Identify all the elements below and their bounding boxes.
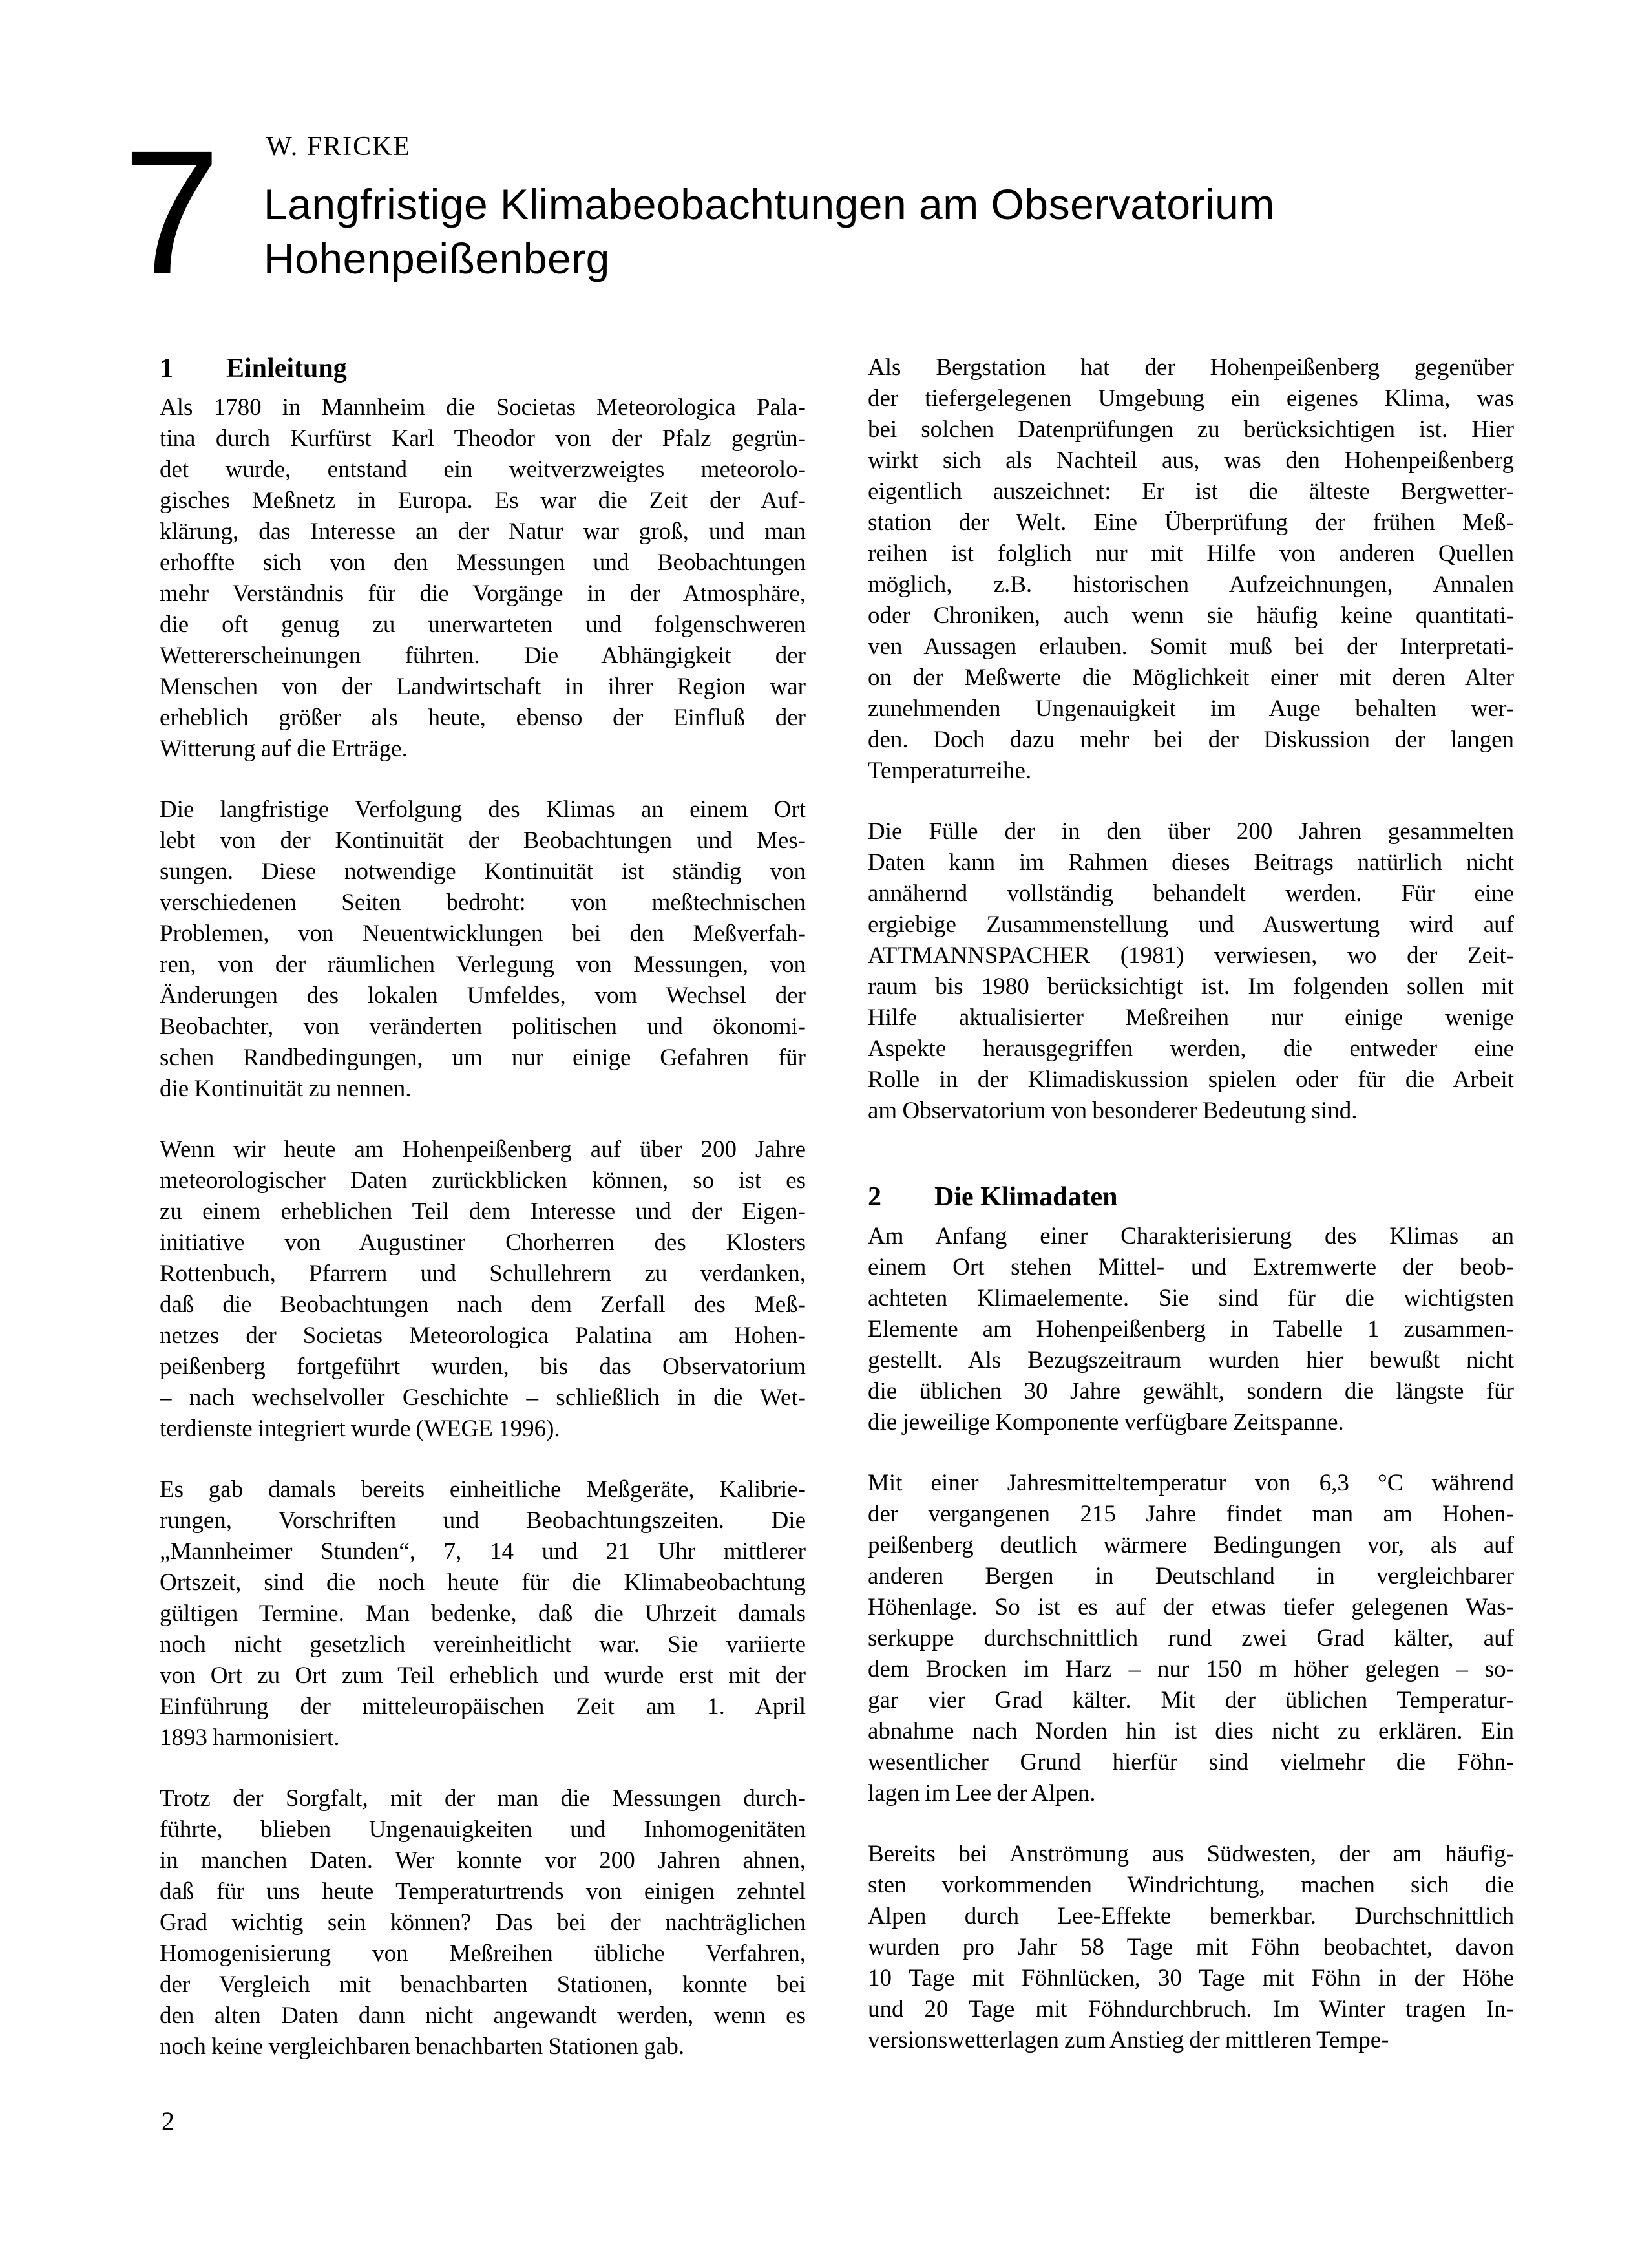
text-line: Wettererscheinungen führten. Die Abhängigkeit der xyxy=(160,642,806,669)
paragraph xyxy=(868,816,1514,1127)
text-line: serkuppe durchschnittlich rund zwei Grad kälter, auf xyxy=(868,1625,1514,1651)
text-line: det wurde, entstand ein weitverzweigtes meteorolo- xyxy=(160,456,806,483)
text-line: wesentlicher Grund hierfür sind vielmehr die Föhn- xyxy=(868,1749,1514,1775)
section-number: 2 xyxy=(868,1182,881,1212)
text-line: sungen. Diese notwendige Kontinuität ist ständig von xyxy=(160,858,806,885)
text-line: Witterung auf die Erträge. xyxy=(160,736,408,762)
section-label: Einleitung xyxy=(226,354,347,383)
text-line: – nach wechselvoller Geschichte – schließlich in die Wet- xyxy=(160,1384,806,1411)
text-line: Problemen, von Neuentwicklungen bei den Meßverfah- xyxy=(160,920,806,947)
text-line: bei solchen Datenprüfungen zu berücksichtigen ist. Hier xyxy=(868,416,1514,443)
text-line: meteorologischer Daten zurückblicken können, so ist es xyxy=(160,1167,806,1194)
text-line: Einführung der mitteleuropäischen Zeit am 1. April xyxy=(160,1693,806,1720)
text-line: Mit einer Jahresmitteltemperatur von 6,3 °C während xyxy=(868,1470,1514,1496)
text-line: den. Doch dazu mehr bei der Diskussion der langen xyxy=(868,726,1514,753)
text-line: 10 Tage mit Föhnlücken, 30 Tage mit Föhn in der Höhe xyxy=(868,1965,1514,1991)
text-line: Hilfe aktualisierter Meßreihen nur einige wenige xyxy=(868,1004,1514,1031)
section-heading xyxy=(160,352,806,385)
text-line: gültigen Termine. Man bedenke, daß die Uhrzeit damals xyxy=(160,1600,806,1627)
paragraph xyxy=(868,1221,1514,1438)
text-line: eigentlich auszeichnet: Er ist die älteste Bergwetter- xyxy=(868,478,1514,505)
text-line: Temperaturreihe. xyxy=(868,758,1032,784)
text-line: Die langfristige Verfolgung des Klimas an einem Ort xyxy=(160,796,806,823)
text-line: raum bis 1980 berücksichtigt ist. Im folgenden sollen mit xyxy=(868,973,1514,1000)
chapter-number: 7 xyxy=(123,114,221,310)
text-line: zu einem erheblichen Teil dem Interesse und der Eigen- xyxy=(160,1198,806,1225)
paragraph xyxy=(160,1474,806,1754)
text-line: Änderungen des lokalen Umfeldes, vom Wechsel der xyxy=(160,982,806,1009)
text-line: annähernd vollständig behandelt werden. Für eine xyxy=(868,880,1514,907)
text-line: gisches Meßnetz in Europa. Es war die Zeit der Auf- xyxy=(160,487,806,514)
text-line: tina durch Kurfürst Karl Theodor von der Pfalz gegrün- xyxy=(160,425,806,452)
text-line: Trotz der Sorgfalt, mit der man die Messungen durch- xyxy=(160,1785,806,1812)
text-line: peißenberg fortgeführt wurden, bis das Observatorium xyxy=(160,1353,806,1380)
text-line: peißenberg deutlich wärmere Bedingungen vor, als auf xyxy=(868,1532,1514,1558)
text-line: ren, von der räumlichen Verlegung von Messungen, von xyxy=(160,951,806,978)
text-line: gestellt. Als Bezugszeitraum wurden hier bewußt nicht xyxy=(868,1347,1514,1373)
text-line: achteten Klimaelemente. Sie sind für die wichtigsten xyxy=(868,1285,1514,1311)
text-line: verschiedenen Seiten bedroht: von meßtechnischen xyxy=(160,889,806,916)
text-line: Bereits bei Anströmung aus Südwesten, der am häufig- xyxy=(868,1841,1514,1867)
text-line: mehr Verständnis für die Vorgänge in der Atmosphäre, xyxy=(160,580,806,607)
text-line: Alpen durch Lee-Effekte bemerkbar. Durchschnittlich xyxy=(868,1903,1514,1929)
text-line: Homogenisierung von Meßreihen übliche Verfahren, xyxy=(160,1940,806,1967)
text-line: Elemente am Hohenpeißenberg in Tabelle 1 zusammen- xyxy=(868,1316,1514,1342)
paragraph xyxy=(868,1839,1514,2056)
text-line: netzes der Societas Meteorologica Palatina am Hohen- xyxy=(160,1322,806,1349)
text-line: der Vergleich mit benachbarten Stationen, konnte bei xyxy=(160,1971,806,1998)
text-line: die Kontinuität zu nennen. xyxy=(160,1076,412,1102)
text-line: einem Ort stehen Mittel- und Extremwerte der beob- xyxy=(868,1254,1514,1280)
text-line: führte, blieben Ungenauigkeiten und Inhomogenitäten xyxy=(160,1816,806,1843)
left-column xyxy=(160,352,806,2062)
text-line: die jeweilige Komponente verfügbare Zeitspanne. xyxy=(868,1409,1344,1436)
page-number: 2 xyxy=(162,2106,174,2136)
text-line: wirkt sich als Nachteil aus, was den Hohenpeißenberg xyxy=(868,447,1514,474)
text-line: Rolle in der Klimadiskussion spielen oder für die Arbeit xyxy=(868,1066,1514,1093)
text-line: lebt von der Kontinuität der Beobachtungen und Mes- xyxy=(160,827,806,854)
text-line: Die Fülle der in den über 200 Jahren gesammelten xyxy=(868,818,1514,845)
text-line: der vergangenen 215 Jahre findet man am Hohen- xyxy=(868,1501,1514,1527)
text-line: erhoffte sich von den Messungen und Beobachtungen xyxy=(160,549,806,576)
text-line: Menschen von der Landwirtschaft in ihrer Region war xyxy=(160,673,806,700)
text-line: die oft genug zu unerwarteten und folgenschweren xyxy=(160,611,806,638)
text-line: Grad wichtig sein können? Das bei der nachträglichen xyxy=(160,1909,806,1936)
text-line: gar vier Grad kälter. Mit der üblichen Temperatur- xyxy=(868,1687,1514,1713)
text-line: den alten Daten dann nicht angewandt werden, wenn es xyxy=(160,2002,806,2029)
text-line: Am Anfang einer Charakterisierung des Klimas an xyxy=(868,1223,1514,1249)
paragraph xyxy=(160,794,806,1105)
text-line: in manchen Daten. Wer konnte vor 200 Jahren ahnen, xyxy=(160,1847,806,1874)
text-line: Als 1780 in Mannheim die Societas Meteorologica Pala- xyxy=(160,394,806,421)
chapter-title xyxy=(264,177,1275,286)
paragraph xyxy=(160,1783,806,2062)
chapter-title-line-1: Langfristige Klimabeobachtungen am Observatorium xyxy=(264,180,1275,228)
text-line: ergiebige Zusammenstellung und Auswertung wird auf xyxy=(868,911,1514,938)
text-line: initiative von Augustiner Chorherren des Klosters xyxy=(160,1229,806,1256)
text-line: anderen Bergen in Deutschland in vergleichbarer xyxy=(868,1563,1514,1589)
text-line: noch nicht gesetzlich vereinheitlicht war. Sie variierte xyxy=(160,1631,806,1658)
text-line: am Observatorium von besonderer Bedeutung sind. xyxy=(868,1097,1358,1124)
text-line: erheblich größer als heute, ebenso der Einfluß der xyxy=(160,705,806,731)
text-line: reihen ist folglich nur mit Hilfe von anderen Quellen xyxy=(868,540,1514,567)
text-line: rungen, Vorschriften und Beobachtungszeiten. Die xyxy=(160,1507,806,1534)
text-line: noch keine vergleichbaren benachbarten Stationen gab. xyxy=(160,2033,685,2060)
text-line: von Ort zu Ort zum Teil erheblich und wurde erst mit der xyxy=(160,1662,806,1689)
section-label: Die Klimadaten xyxy=(934,1182,1118,1212)
text-line: schen Randbedingungen, um nur einige Gefahren für xyxy=(160,1044,806,1071)
text-columns xyxy=(160,352,1514,2062)
text-line: dem Brocken im Harz – nur 150 m höher gelegen – so- xyxy=(868,1656,1514,1682)
section-heading xyxy=(868,1181,1514,1213)
text-line: Daten kann im Rahmen dieses Beitrags natürlich nicht xyxy=(868,849,1514,876)
text-line: lagen im Lee der Alpen. xyxy=(868,1780,1096,1807)
text-line: Als Bergstation hat der Hohenpeißenberg gegenüber xyxy=(868,354,1514,381)
text-line: zunehmenden Ungenauigkeit im Auge behalten wer- xyxy=(868,695,1514,722)
text-line: 1893 harmonisiert. xyxy=(160,1724,340,1751)
text-line: versionswetterlagen zum Anstieg der mittleren Tempe- xyxy=(868,2027,1389,2053)
text-line: Ortszeit, sind die noch heute für die Klimabeobachtung xyxy=(160,1569,806,1596)
text-line: der tiefergelegenen Umgebung ein eigenes Klima, was xyxy=(868,385,1514,412)
text-line: Beobachter, von veränderten politischen und ökonomi- xyxy=(160,1013,806,1040)
text-line: Aspekte herausgegriffen werden, die entweder eine xyxy=(868,1035,1514,1062)
chapter-title-line-2: Hohenpeißenberg xyxy=(264,235,610,282)
text-line: möglich, z.B. historischen Aufzeichnungen, Annalen xyxy=(868,571,1514,598)
text-line: abnahme nach Norden hin ist dies nicht zu erklären. Ein xyxy=(868,1718,1514,1744)
text-line: und 20 Tage mit Föhndurchbruch. Im Winter tragen In- xyxy=(868,1996,1514,2022)
paragraph xyxy=(160,1134,806,1445)
text-line: „Mannheimer Stunden“, 7, 14 und 21 Uhr mittlerer xyxy=(160,1538,806,1565)
text-line: oder Chroniken, auch wenn sie häufig keine quantitati- xyxy=(868,602,1514,629)
text-line: ATTMANNSPACHER (1981) verwiesen, wo der Zeit- xyxy=(868,942,1514,969)
right-column xyxy=(868,352,1514,2062)
text-line: klärung, das Interesse an der Natur war groß, und man xyxy=(160,518,806,545)
text-line: daß die Beobachtungen nach dem Zerfall des Meß- xyxy=(160,1291,806,1318)
text-line: sten vorkommenden Windrichtung, machen sich die xyxy=(868,1872,1514,1898)
section-number: 1 xyxy=(160,354,173,383)
text-line: ven Aussagen erlauben. Somit muß bei der Interpretati- xyxy=(868,633,1514,660)
text-line: terdienste integriert wurde (WEGE 1996). xyxy=(160,1415,560,1442)
text-line: Es gab damals bereits einheitliche Meßgeräte, Kalibrie- xyxy=(160,1476,806,1503)
text-line: daß für uns heute Temperaturtrends von einigen zehntel xyxy=(160,1878,806,1905)
text-line: on der Meßwerte die Möglichkeit einer mit deren Alter xyxy=(868,664,1514,691)
text-line: Höhenlage. So ist es auf der etwas tiefer gelegenen Was- xyxy=(868,1594,1514,1620)
paragraph xyxy=(868,352,1514,787)
paragraph xyxy=(160,392,806,765)
text-line: Wenn wir heute am Hohenpeißenberg auf über 200 Jahre xyxy=(160,1136,806,1163)
text-line: Rottenbuch, Pfarrern und Schullehrern zu verdanken, xyxy=(160,1260,806,1287)
text-line: die üblichen 30 Jahre gewählt, sondern die längste für xyxy=(868,1378,1514,1404)
author-name: W. FRICKE xyxy=(266,132,412,162)
text-line: station der Welt. Eine Überprüfung der frühen Meß- xyxy=(868,509,1514,536)
text-line: wurden pro Jahr 58 Tage mit Föhn beobachtet, davon xyxy=(868,1934,1514,1960)
paragraph xyxy=(868,1468,1514,1809)
